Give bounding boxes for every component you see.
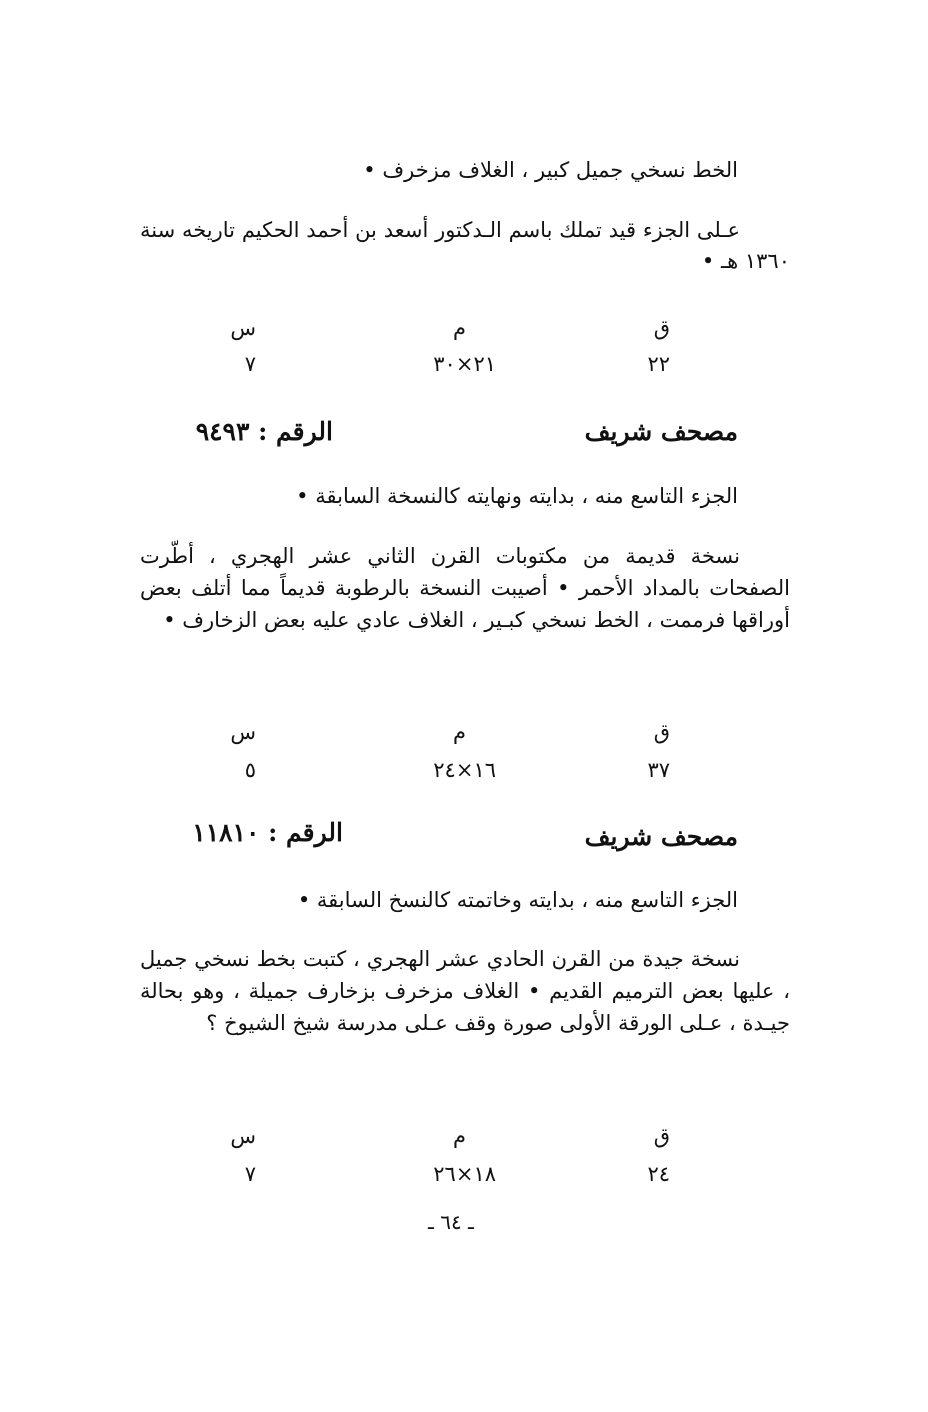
- label-lines: س: [230, 1124, 256, 1148]
- entry-title: مصحف شريف: [584, 417, 738, 446]
- value-leaves: ٣٧: [647, 758, 670, 782]
- entry-number: الرقم : ٩٤٩٣: [195, 417, 333, 446]
- value-lines: ٧: [244, 352, 256, 376]
- entry-number: الرقم : ١١٨١٠: [192, 818, 343, 847]
- label-leaves: ق: [653, 1124, 670, 1148]
- value-lines: ٧: [244, 1162, 256, 1186]
- value-size: ١٨×٢٦: [433, 1162, 496, 1186]
- page-number: ـ ٦٤ ـ: [428, 1210, 474, 1234]
- paragraph-description: نسخة قديمة من مكتوبات القرن الثاني عشر الهجري ، أطّرت الصفحات بالمداد الأحمر • أصيبت النسخة بالرطوبة قديماً مما أتلف بعض أوراقها فرممت ، الخط نسخي كبـير ، الغلاف عادي عليه بعض الزخارف •: [140, 544, 790, 632]
- value-leaves: ٢٢: [647, 352, 670, 376]
- label-size: م: [452, 720, 466, 744]
- label-size: م: [452, 316, 466, 340]
- value-leaves: ٢٤: [647, 1162, 670, 1186]
- value-lines: ٥: [244, 758, 256, 782]
- paragraph-ownership: عـلى الجزء قيد تملك باسم الـدكتور أسعد بن أحمد الحكيم تاريخه سنة ١٣٦٠ هـ •: [140, 218, 790, 273]
- label-lines: س: [230, 316, 256, 340]
- paragraph-description: نسخة جيدة من القرن الحادي عشر الهجري ، كتبت بخط نسخي جميل ، عليها بعض الترميم القديم • الغلاف مزخرف بزخارف جميلة ، وهو بحالة جيـدة ، عـلى الورقة الأولى صورة وقف عـلى مدرسة شيخ الشيوخ ؟: [140, 947, 790, 1035]
- label-size: م: [452, 1124, 466, 1148]
- label-lines: س: [230, 720, 256, 744]
- value-size: ١٦×٢٤: [433, 758, 496, 782]
- label-leaves: ق: [653, 720, 670, 744]
- label-leaves: ق: [653, 316, 670, 340]
- paragraph-part: الجزء التاسع منه ، بدايته وخاتمته كالنسخ السابقة •: [297, 888, 738, 912]
- paragraph-script-cover: الخط نسخي جميل كبير ، الغلاف مزخرف •: [363, 158, 738, 182]
- entry-title: مصحف شريف: [584, 822, 738, 851]
- value-size: ٢١×٣٠: [433, 352, 496, 376]
- paragraph-part: الجزء التاسع منه ، بدايته ونهايته كالنسخة السابقة •: [296, 484, 738, 508]
